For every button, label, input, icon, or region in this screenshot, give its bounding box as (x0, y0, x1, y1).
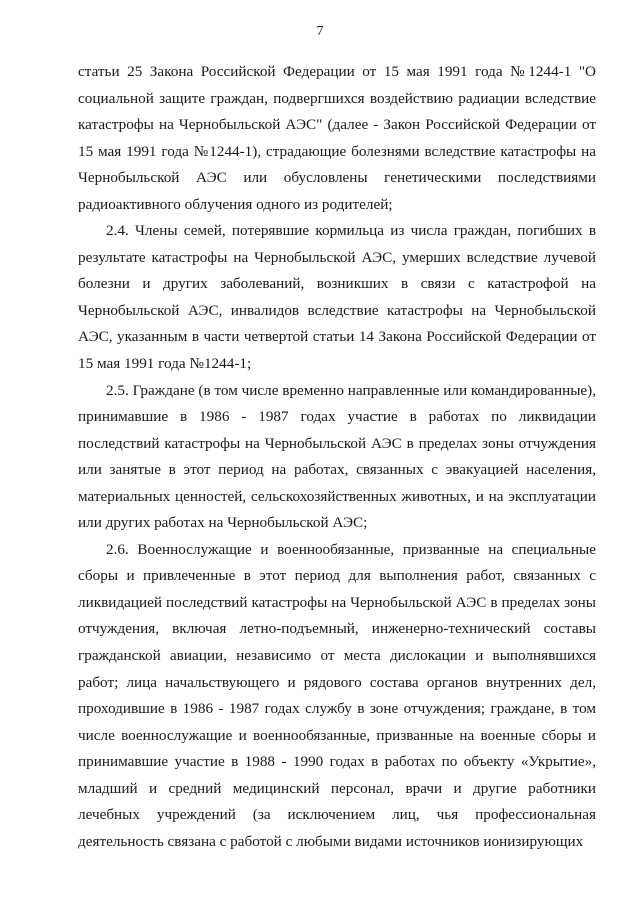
paragraph-clause-2-6: 2.6. Военнослужащие и военнообязанные, призванные на специальные сборы и привлеченные в этот период для выполнения работ, связанных с ликвидацией последствий катастрофы на Чернобыльской АЭС в пределах зоны отчуждения, включая летно-подъемный, инженерно-технический составы гражданской авиации, независимо от места дислокации и выполнявшихся работ; лица начальствующего и рядового состава органов внутренних дел, проходившие в 1986 - 1987 годах службу в зоне отчуждения; граждане, в том числе военнослужащие и военнообязанные, призванные на военные сборы и принимавшие участие в 1988 - 1990 годах в работах по объекту «Укрытие», младший и средний медицинский персонал, врачи и другие работники лечебных учреждений (за исключением лиц, чья профессиональная деятельность связана с работой с любыми видами источников ионизирующих (78, 540, 596, 850)
paragraph-continuation: статьи 25 Закона Российской Федерации от 15 мая 1991 года №1244-1 "О социальной защите граждан, подвергшихся воздействию радиации вследствие катастрофы на Чернобыльской АЭС" (далее - Закон Российской Федерации от 15 мая 1991 года №1244-1), страдающие болезнями вследствие катастрофы на Чернобыльской АЭС или обусловлены генетическими последствиями радиоактивного облучения одного из родителей; (78, 63, 596, 213)
paragraph-clause-2-4: 2.4. Члены семей, потерявшие кормильца из числа граждан, погибших в результате катастрофы на Чернобыльской АЭС, умерших вследствие лучевой болезни и других заболеваний, возникших в связи с катастрофой на Чернобыльской АЭС, инвалидов вследствие катастрофы на Чернобыльской АЭС, указанным в части четвертой статьи 14 Закона Российской Федерации от 15 мая 1991 года №1244-1; (78, 222, 596, 373)
page-number: 7 (316, 24, 324, 39)
document-body (78, 59, 596, 855)
paragraph-clause-2-5: 2.5. Граждане (в том числе временно направленные или командированные), принимавшие в 1986 - 1987 годах участие в работах по ликвидации последствий катастрофы на Чернобыльской АЭС в пределах зоны отчуждения или занятые в этот период на работах, связанных с эвакуацией населения, материальных ценностей, сельскохозяйственных животных, и на эксплуатации или других работах на Чернобыльской АЭС; (78, 381, 596, 532)
